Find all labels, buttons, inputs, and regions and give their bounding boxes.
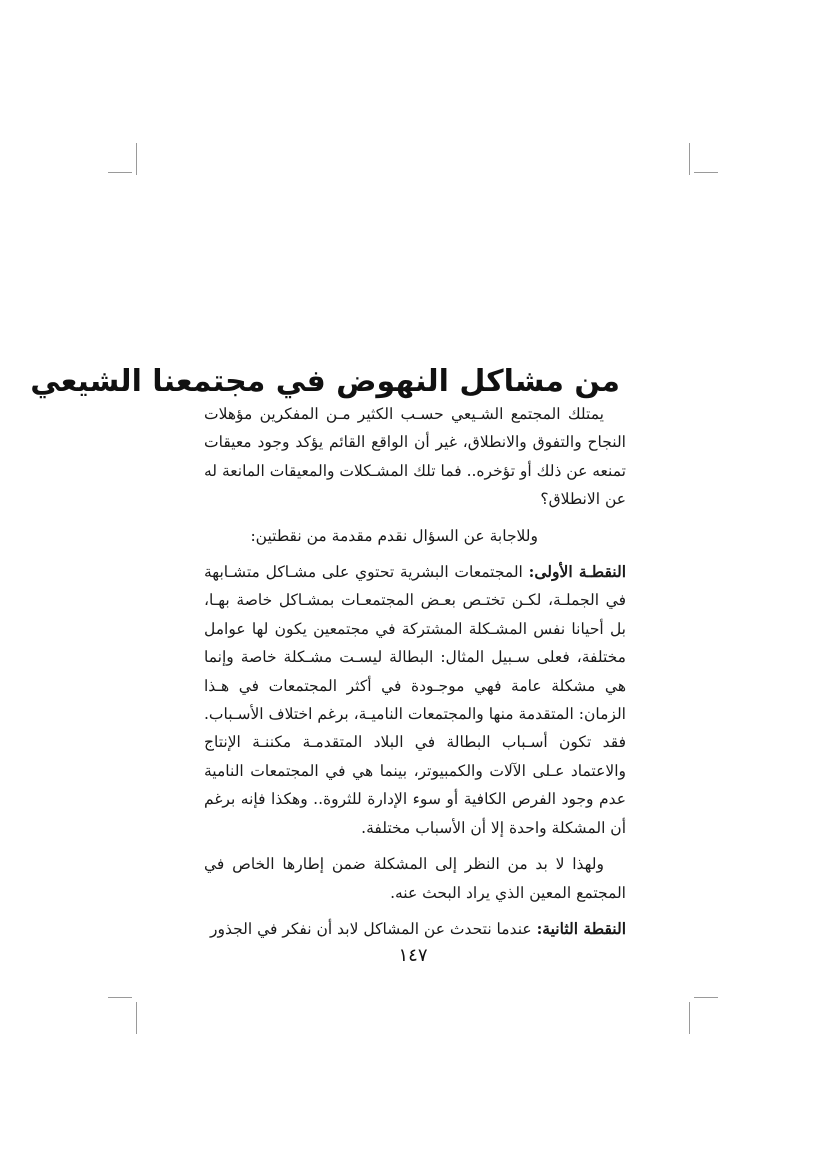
- paragraph-point-two-text: عندما نتحدث عن المشاكل لابد أن نفكر في الجذور: [210, 919, 537, 938]
- crop-mark-bottom-right-vertical: [689, 1002, 690, 1034]
- paragraph-intro-text: يمتلك المجتمع الشـيعي حسـب الكثير مـن المفكرين مؤهلات النجاح والتفوق والانطلاق، غير أن الواقع القائم يؤكد وجود معيقات تمنعه عن ذلك أو تؤخره.. فما تلك المشـكلات والمعيقات المانعة له عن الانطلاق؟: [204, 405, 626, 509]
- crop-mark-top-left-vertical: [136, 143, 137, 175]
- page-title: من مشاكل النهوض في مجتمعنا الشيعي: [30, 364, 620, 400]
- paragraph-conclusion-text: ولهذا لا بد من النظر إلى المشكلة ضمن إطارها الخاص في المجتمع المعين الذي يراد البحث عنه.: [204, 855, 626, 902]
- paragraph-intro: [204, 400, 626, 514]
- crop-mark-top-right-vertical: [689, 143, 690, 175]
- crop-mark-top-right-horizontal: [694, 172, 718, 173]
- paragraph-point-one-text: المجتمعات البشرية تحتوي على مشـاكل متشـابهة في الجملـة، لكـن تختـص بعـض المجتمعـات بمشـاكل خاصة بهـا، بل أحيانا نفس المشـكلة المشتركة في مجتمعين يكون لها عوامل مختلفة، فعلى سـبيل المثال: البطالة ليسـت مشـكلة خاصة وإنما هي مشكلة عامة فهي موجـودة في أكثر المجتمعات في هـذا الزمان: المتقدمة منها والمجتمعات الناميـة، برغم اختلاف الأسـباب. فقد تكون أسـباب البطالة في البلاد المتقدمـة مكننـة الإنتاج والاعتماد عـلى الآلات والكمبيوتر، بينما هي في المجتمعات النامية عدم وجود الفرص الكافية أو سوء الإدارة للثروة.. وهكذا فإنه برغم أن المشكلة واحدة إلا أن الأسباب مختلفة.: [204, 563, 626, 837]
- crop-mark-top-left-horizontal: [108, 172, 132, 173]
- crop-mark-bottom-left-vertical: [136, 1002, 137, 1034]
- crop-mark-bottom-right-horizontal: [694, 997, 718, 998]
- paragraph-point-two: [204, 915, 626, 943]
- paragraph-conclusion: [204, 850, 626, 907]
- paragraph-question-text: وللاجابة عن السؤال نقدم مقدمة من نقطتين:: [250, 526, 538, 545]
- paragraph-point-two-lead: النقطة الثانية:: [536, 918, 626, 938]
- paragraph-question: [204, 522, 626, 550]
- paragraph-point-one-lead: النقطـة الأولى:: [528, 562, 627, 582]
- paragraph-point-one: [204, 558, 626, 842]
- crop-mark-bottom-left-horizontal: [108, 997, 132, 998]
- page-number: ١٤٧: [398, 945, 428, 966]
- article-body: [204, 400, 626, 951]
